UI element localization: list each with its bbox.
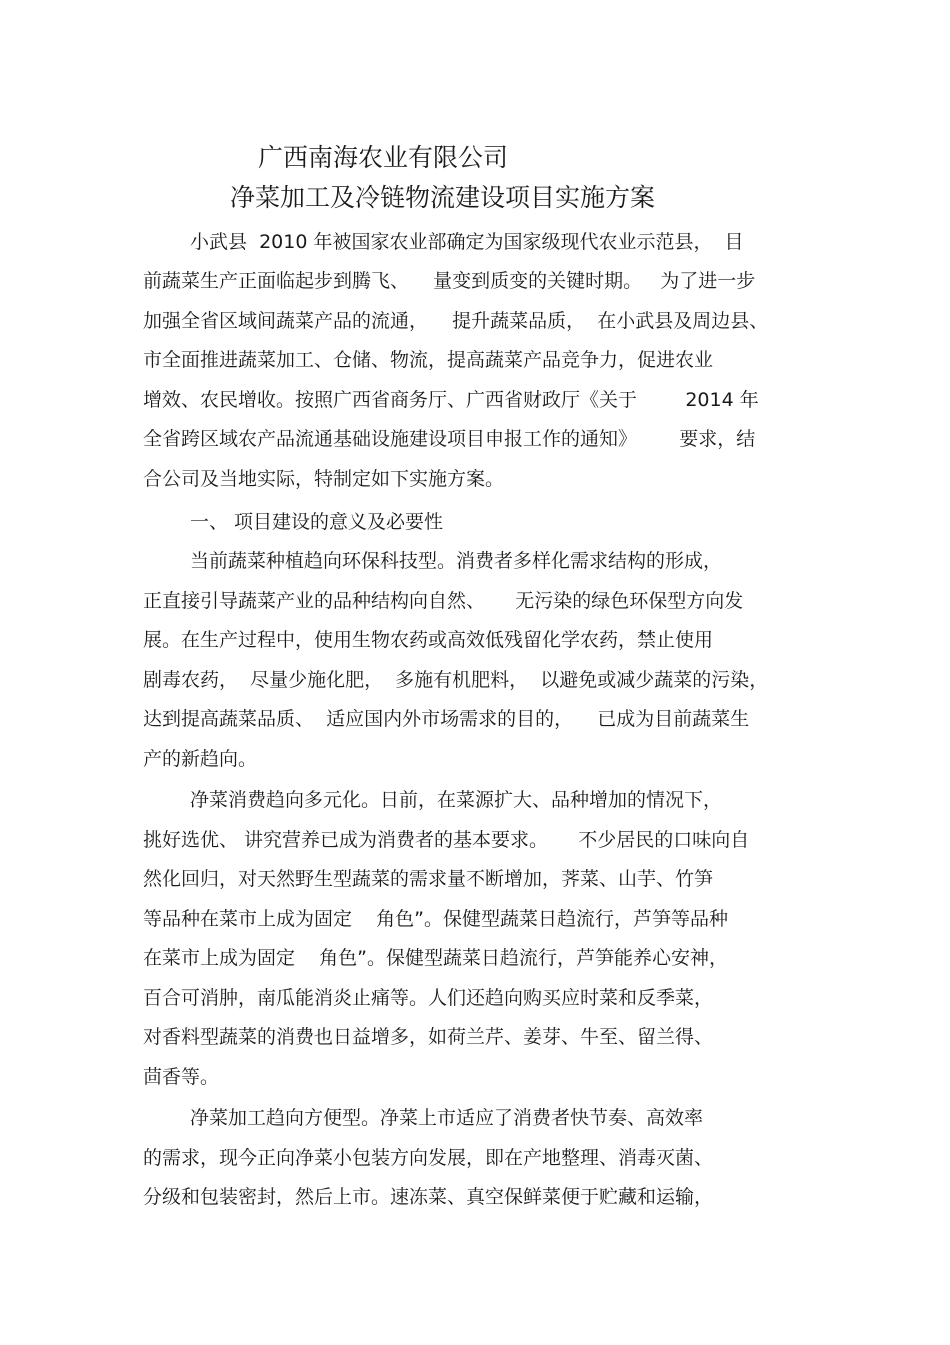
body-line: 当前蔬菜种植趋向环保科技型。消费者多样化需求结构的形成， xyxy=(190,550,723,572)
body-line: 净菜消费趋向多元化。日前，在菜源扩大、品种增加的情况下， xyxy=(190,789,723,811)
body-line: 等品种在菜市上成为固定 角色”。保健型蔬菜日趋流行，芦笋等品种 xyxy=(143,908,729,930)
body-line: 达到提高蔬菜品质、 适应国内外市场需求的目的， 已成为目前蔬菜生 xyxy=(143,708,750,730)
body-line: 增效、农民增收。按照广西省商务厅、广西省财政厅《关于 2014 年 xyxy=(143,389,759,411)
body-line: 加强全省区域间蔬菜产品的流通， 提升蔬菜品质， 在小武县及周边县、 xyxy=(143,310,769,332)
body-line: 全省跨区域农产品流通基础设施建设项目申报工作的通知》 要求，结 xyxy=(143,428,756,450)
body-line: 展。在生产过程中，使用生物农药或高效低残留化学农药，禁止使用 xyxy=(143,629,714,651)
body-line: 产的新趋向。 xyxy=(143,748,258,770)
body-line: 然化回归，对天然野生型蔬菜的需求量不断增加，荠菜、山芋、竹笋 xyxy=(143,868,714,890)
body-line: 剧毒农药， 尽量少施化肥， 多施有机肥料， 以避免或减少蔬菜的污染， xyxy=(143,669,769,691)
body-line: 的需求，现今正向净菜小包装方向发展，即在产地整理、消毒灭菌、 xyxy=(143,1147,714,1169)
body-line: 市全面推进蔬菜加工、仓储、物流，提高蔬菜产品竞争力，促进农业 xyxy=(143,349,714,371)
project-title: 净菜加工及冷链物流建设项目实施方案 xyxy=(230,183,656,212)
body-line: 百合可消肿，南瓜能消炎止痛等。人们还趋向购买应时菜和反季菜， xyxy=(143,987,714,1009)
body-line: 正直接引导蔬菜产业的品种结构向自然、 无污染的绿色环保型方向发 xyxy=(143,590,744,612)
company-title: 广西南海农业有限公司 xyxy=(258,143,509,172)
body-line: 合公司及当地实际，特制定如下实施方案。 xyxy=(143,468,505,490)
body-line: 净菜加工趋向方便型。净菜上市适应了消费者快节奏、高效率 xyxy=(190,1107,704,1129)
body-line: 前蔬菜生产正面临起步到腾飞、 量变到质变的关键时期。 为了进一步 xyxy=(143,270,756,292)
body-line: 分级和包装密封，然后上市。速冻菜、真空保鲜菜便于贮藏和运输， xyxy=(143,1186,714,1208)
body-line: 茴香等。 xyxy=(143,1066,220,1088)
body-line: 在菜市上成为固定 角色”。保健型蔬菜日趋流行，芦笋能养心安神， xyxy=(143,947,729,969)
body-line: 对香料型蔬菜的消费也日益增多，如荷兰芹、姜芽、牛至、留兰得、 xyxy=(143,1026,714,1048)
body-line: 挑好选优、 讲究营养已成为消费者的基本要求。 不少居民的口味向自 xyxy=(143,829,750,851)
section-heading: 一、 项目建设的意义及必要性 xyxy=(190,511,444,533)
body-line: 小武县 2010 年被国家农业部确定为国家级现代农业示范县， 目 xyxy=(190,231,744,253)
